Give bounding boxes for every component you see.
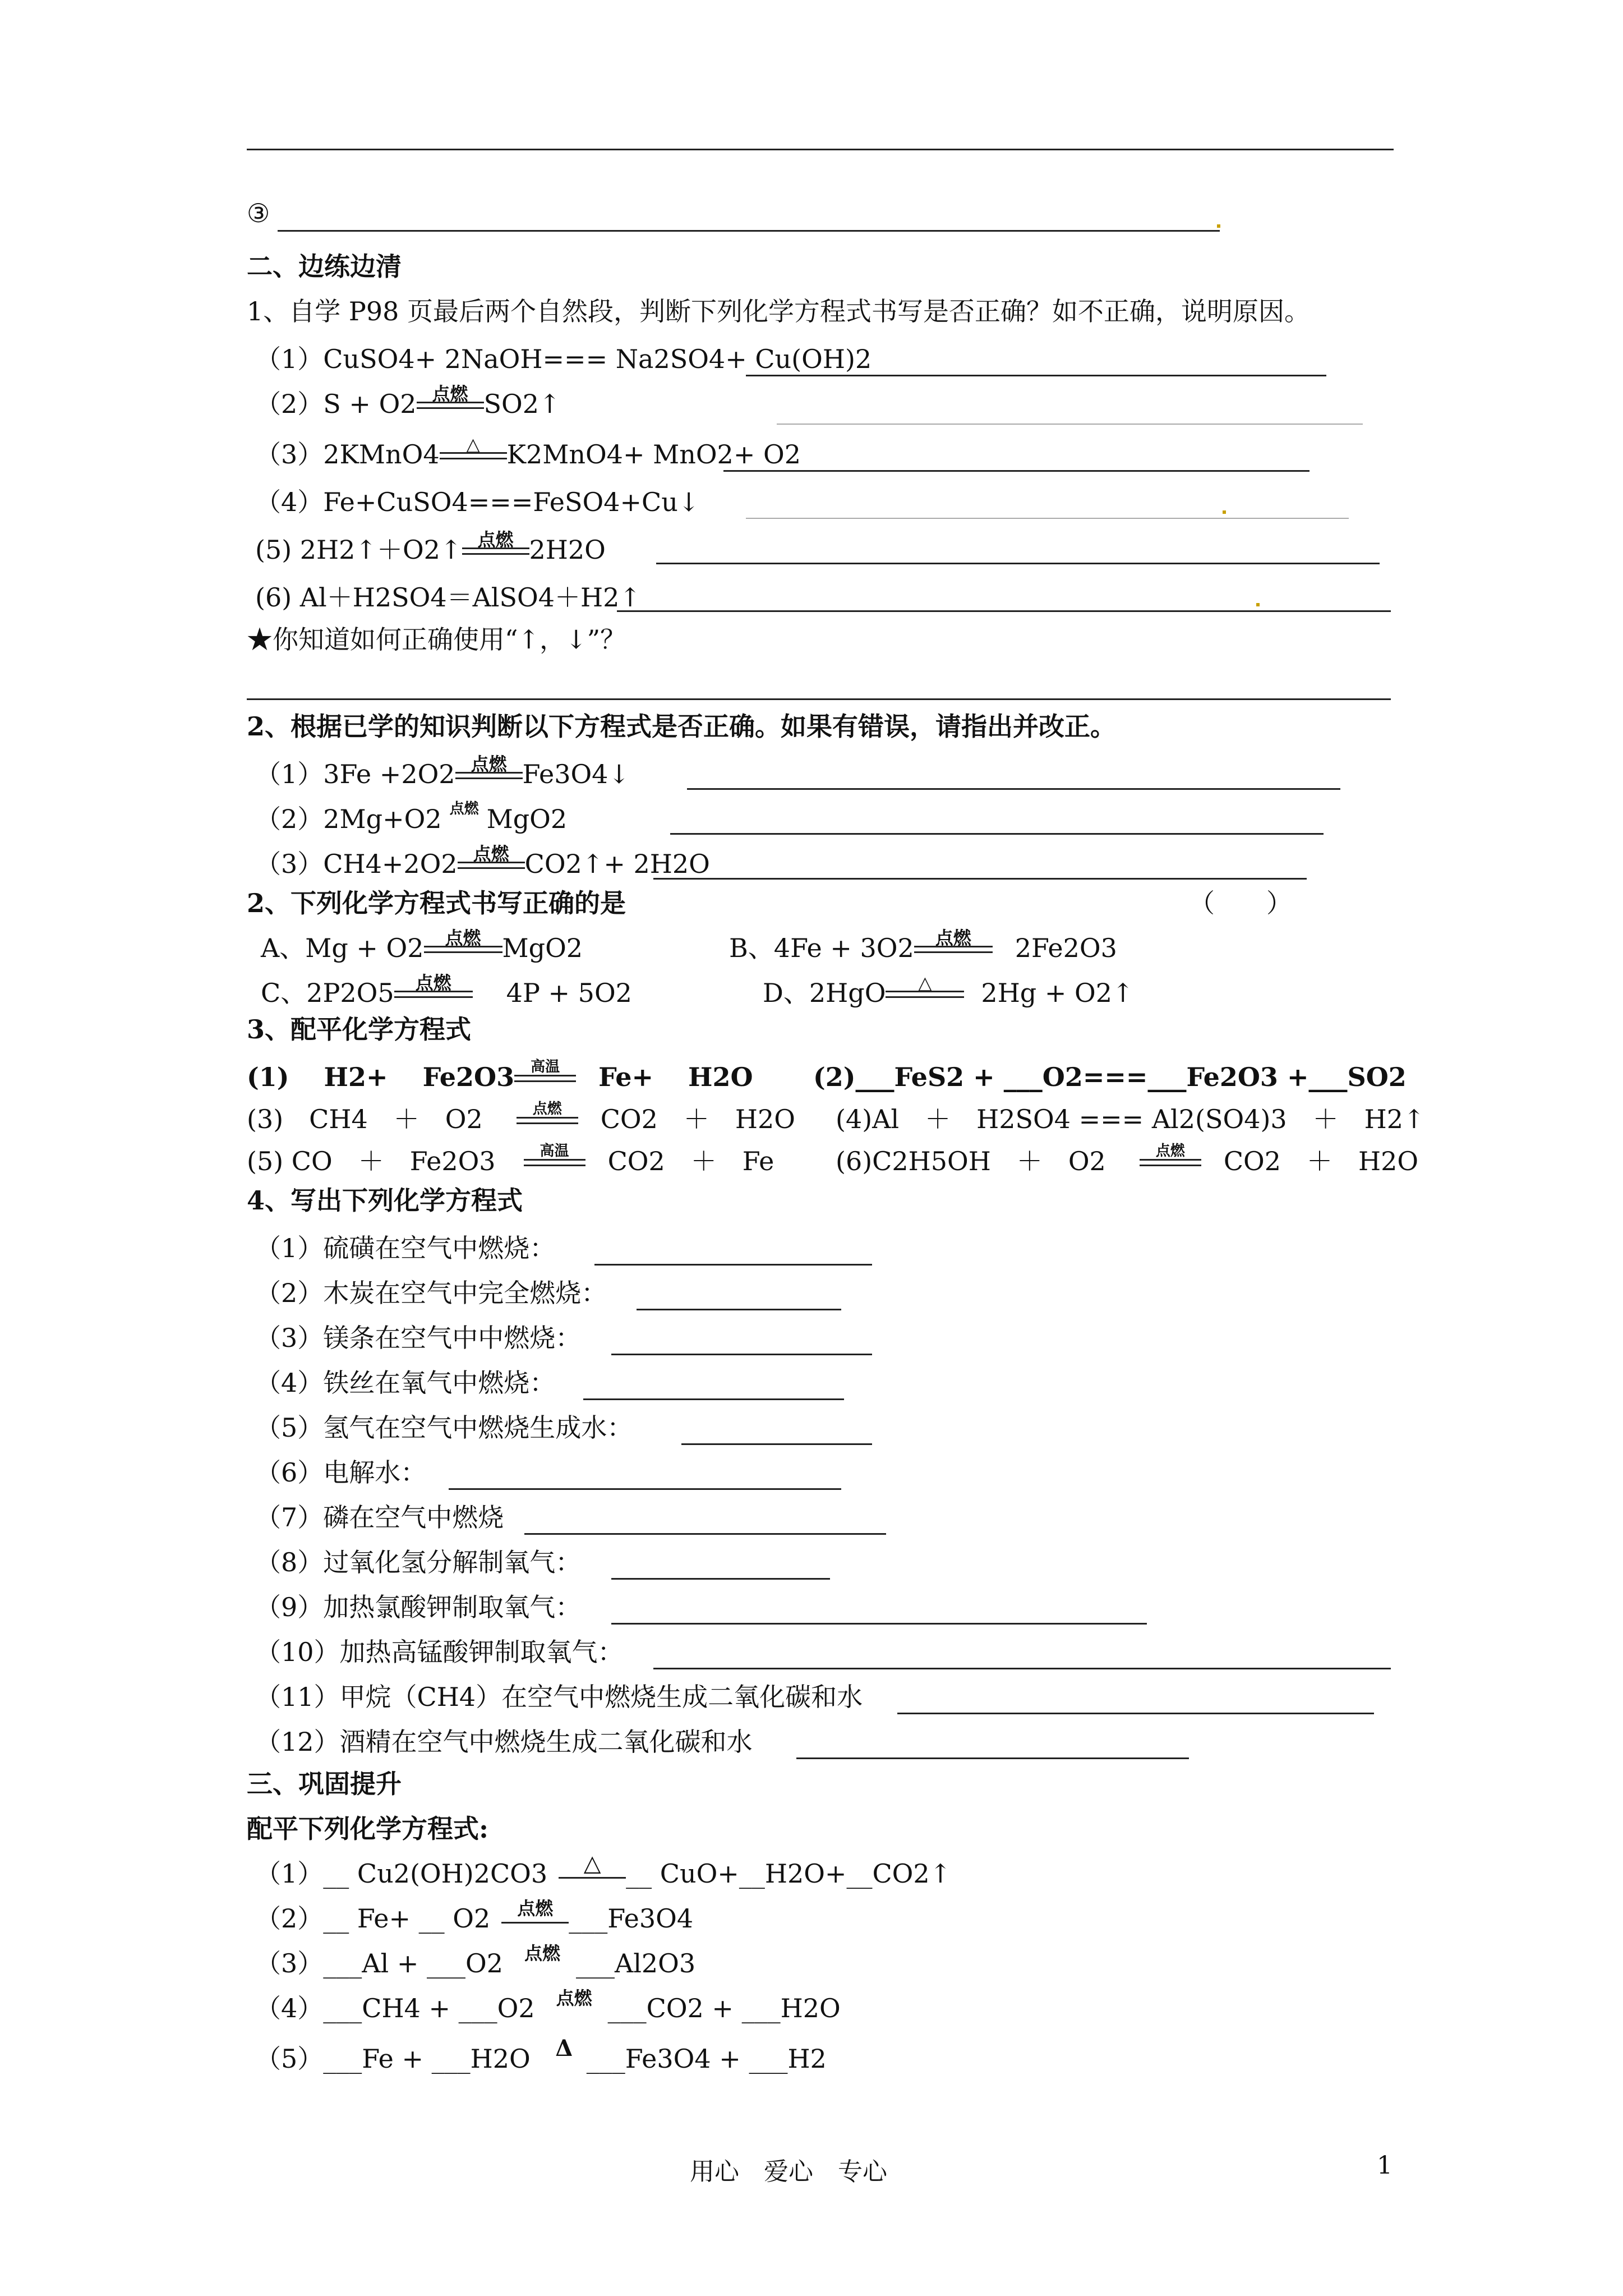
equation-item: （2）S + O2 点燃 SO2↑ [255, 383, 561, 419]
star-question: ★你知道如何正确使用“↑，↓”？ [247, 624, 626, 655]
equation-item: (5) 2H2↑＋O2↑ 点燃 2H2O [255, 529, 606, 565]
answer-line [278, 230, 1220, 232]
answer-line [611, 1623, 1147, 1625]
answer-line [653, 1668, 1391, 1669]
answer-line [897, 1713, 1374, 1714]
question-prompt: 配平下列化学方程式: [247, 1814, 488, 1844]
option-b: B、4Fe + 3O2 点燃 2Fe2O3 [729, 927, 1117, 963]
equation-item: （1）CuSO4+ 2NaOH=== Na2SO4+ Cu(OH)2 [255, 344, 872, 374]
balance-eq-5: (5) CO ＋ Fe2O3 高温 CO2 ＋ Fe [247, 1143, 774, 1176]
answer-line [681, 1443, 872, 1445]
answer-line [653, 878, 1307, 880]
speck [1223, 510, 1226, 514]
balance-eq-4: (4)Al ＋ H2SO4 === Al2(SO4)3 ＋ H2↑ [836, 1104, 1425, 1134]
balance-eq-6: (6)C2H5OH ＋ O2 点燃 CO2 ＋ H2O [836, 1143, 1419, 1176]
equation-item: （3）2KMnO4 △ K2MnO4+ MnO2+ O2 [255, 434, 801, 470]
answer-line [796, 1757, 1189, 1759]
answer-paren: （ ） [1189, 888, 1292, 918]
option-d: D、2HgO △ 2Hg + O2↑ [763, 972, 1134, 1008]
write-item: （4）铁丝在氧气中燃烧： [255, 1368, 556, 1398]
balance-item: （5）___Fe + ___H2O Δ ___Fe3O4 + ___H2 [255, 2035, 827, 2074]
equation-item: （2）2Mg+O2 点燃 MgO2 [255, 800, 568, 834]
write-item: （9）加热氯酸钾制取氧气： [255, 1592, 582, 1622]
write-item: （2）木炭在空气中完全燃烧： [255, 1278, 607, 1308]
header-rule [247, 149, 1394, 150]
answer-line [746, 375, 1326, 376]
question-prompt: 2、下列化学方程式书写正确的是 [247, 888, 626, 918]
option-c: C、2P2O5 点燃 4P + 5O2 [261, 972, 632, 1008]
write-item: （11）甲烷（CH4）在空气中燃烧生成二氧化碳和水 [255, 1682, 863, 1712]
write-item: （7）磷在空气中燃烧 [255, 1502, 504, 1533]
question-prompt: 1、自学 P98 页最后两个自然段，判断下列化学方程式书写是否正确？如不正确，说明原因。 [247, 296, 1310, 326]
balance-item: （2）__ Fe+ __ O2 点燃 ___Fe3O4 [255, 1898, 694, 1934]
answer-line [617, 610, 1391, 612]
answer-line [247, 698, 1391, 700]
answer-line [583, 1398, 844, 1400]
write-item: （6）电解水： [255, 1457, 427, 1488]
answer-line [637, 1309, 841, 1310]
answer-line [594, 1264, 872, 1266]
question-prompt: 3、配平化学方程式 [247, 1014, 472, 1045]
answer-line [670, 833, 1324, 835]
answer-line [777, 424, 1363, 425]
answer-line [723, 470, 1310, 472]
option-a: A、Mg + O2 点燃 MgO2 [261, 927, 583, 963]
circle-three: ③ [247, 198, 270, 228]
question-prompt: 2、根据已学的知识判断以下方程式是否正确。如果有错误，请指出并改正。 [247, 711, 1117, 742]
balance-eq-2: (2)___FeS2 + ___O2===___Fe2O3 +___SO2 [813, 1062, 1407, 1092]
write-item: （3）镁条在空气中中燃烧： [255, 1323, 582, 1353]
page-number: 1 [1377, 2151, 1393, 2180]
write-item: （10）加热高锰酸钾制取氧气： [255, 1637, 624, 1667]
balance-item: （1）__ Cu2(OH)2CO3 △ __ CuO+__H2O+__CO2↑ [255, 1850, 952, 1889]
answer-line [524, 1533, 886, 1535]
write-item: （5）氢气在空气中燃烧生成水： [255, 1412, 633, 1443]
answer-line [687, 788, 1340, 790]
footer-motto: 用心 爱心 专心 [690, 2157, 887, 2186]
answer-line [656, 563, 1380, 564]
speck [1256, 603, 1260, 606]
equation-item: （4）Fe+CuSO4===FeSO4+Cu↓ [255, 487, 700, 517]
answer-line [746, 518, 1349, 519]
question-prompt: 4、写出下列化学方程式 [247, 1185, 523, 1216]
equation-item: （1）3Fe +2O2 点燃 Fe3O4↓ [255, 753, 630, 789]
balance-item: （3）___Al + ___O2 点燃 ___Al2O3 [255, 1943, 696, 1978]
balance-eq-3: (3) CH4 ＋ O2 点燃 CO2 ＋ H2O [247, 1101, 795, 1134]
answer-line [449, 1488, 841, 1490]
write-item: （12）酒精在空气中燃烧生成二氧化碳和水 [255, 1727, 753, 1757]
section-heading: 三、巩固提升 [247, 1769, 402, 1799]
answer-line [611, 1578, 830, 1580]
write-item: （1）硫磺在空气中燃烧： [255, 1233, 556, 1263]
equation-item: （3）CH4+2O2 点燃 CO2↑+ 2H2O [255, 843, 710, 879]
balance-eq-1: (1) H2+ Fe2O3 高温 Fe+ H2O [247, 1059, 753, 1092]
equation-item: (6) Al＋H2SO4＝AlSO4＋H2↑ [255, 582, 641, 613]
answer-line [611, 1354, 872, 1355]
section-heading: 二、边练边清 [247, 251, 402, 282]
write-item: （8）过氧化氢分解制氧气： [255, 1547, 582, 1577]
balance-item: （4）___CH4 + ___O2 点燃 ___CO2 + ___H2O [255, 1987, 841, 2023]
speck [1217, 224, 1220, 228]
